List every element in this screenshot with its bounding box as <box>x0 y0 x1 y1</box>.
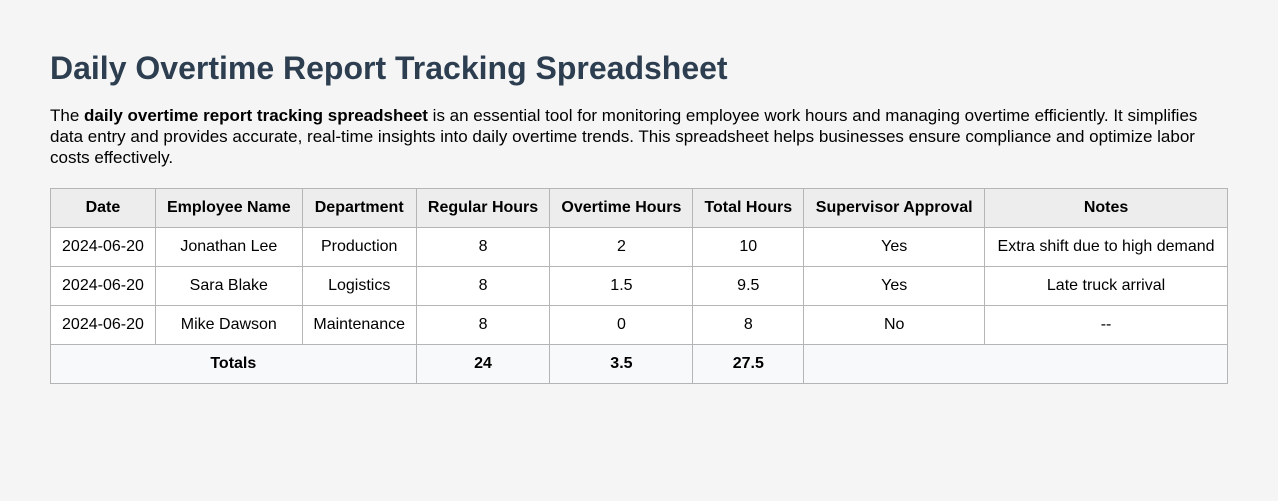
cell-regular-hours: 8 <box>416 227 550 266</box>
cell-notes: Late truck arrival <box>985 266 1228 305</box>
totals-row <box>51 344 1228 383</box>
header-overtime-hours: Overtime Hours <box>550 188 693 227</box>
cell-department: Logistics <box>302 266 416 305</box>
cell-employee-name: Jonathan Lee <box>155 227 302 266</box>
cell-overtime-hours: 2 <box>550 227 693 266</box>
cell-regular-hours: 8 <box>416 266 550 305</box>
table-row <box>51 227 1228 266</box>
intro-paragraph <box>50 105 1228 168</box>
page-title: Daily Overtime Report Tracking Spreadsheet <box>50 50 728 86</box>
header-department: Department <box>302 188 416 227</box>
cell-notes: Extra shift due to high demand <box>985 227 1228 266</box>
cell-date: 2024-06-20 <box>51 305 156 344</box>
totals-empty-cell <box>804 344 1228 383</box>
intro-suffix: is an essential tool for monitoring employee work hours and managing overtime efficiently. It simplifies data entry and provides accurate, real-time insights into daily overtime trends. This spreadsheet helps businesses ensure compliance and optimize labor costs effectively. <box>50 105 1198 167</box>
totals-label: Totals <box>51 344 417 383</box>
cell-overtime-hours: 0 <box>550 305 693 344</box>
cell-employee-name: Mike Dawson <box>155 305 302 344</box>
cell-department: Production <box>302 227 416 266</box>
header-regular-hours: Regular Hours <box>416 188 550 227</box>
cell-notes: -- <box>985 305 1228 344</box>
cell-total-hours: 10 <box>693 227 804 266</box>
header-notes: Notes <box>985 188 1228 227</box>
header-date: Date <box>51 188 156 227</box>
table-header-row <box>51 188 1228 227</box>
cell-supervisor-approval: No <box>804 305 985 344</box>
cell-date: 2024-06-20 <box>51 227 156 266</box>
cell-overtime-hours: 1.5 <box>550 266 693 305</box>
table-row <box>51 305 1228 344</box>
totals-total-hours: 27.5 <box>693 344 804 383</box>
totals-overtime-hours: 3.5 <box>550 344 693 383</box>
header-supervisor-approval: Supervisor Approval <box>804 188 985 227</box>
cell-department: Maintenance <box>302 305 416 344</box>
cell-supervisor-approval: Yes <box>804 266 985 305</box>
overtime-table <box>50 188 1228 384</box>
intro-prefix: The <box>50 105 85 125</box>
cell-regular-hours: 8 <box>416 305 550 344</box>
intro-bold: daily overtime report tracking spreadsheet <box>84 105 428 125</box>
header-total-hours: Total Hours <box>693 188 804 227</box>
totals-regular-hours: 24 <box>416 344 550 383</box>
cell-total-hours: 9.5 <box>693 266 804 305</box>
cell-supervisor-approval: Yes <box>804 227 985 266</box>
cell-date: 2024-06-20 <box>51 266 156 305</box>
table-row <box>51 266 1228 305</box>
header-employee-name: Employee Name <box>155 188 302 227</box>
cell-employee-name: Sara Blake <box>155 266 302 305</box>
cell-total-hours: 8 <box>693 305 804 344</box>
